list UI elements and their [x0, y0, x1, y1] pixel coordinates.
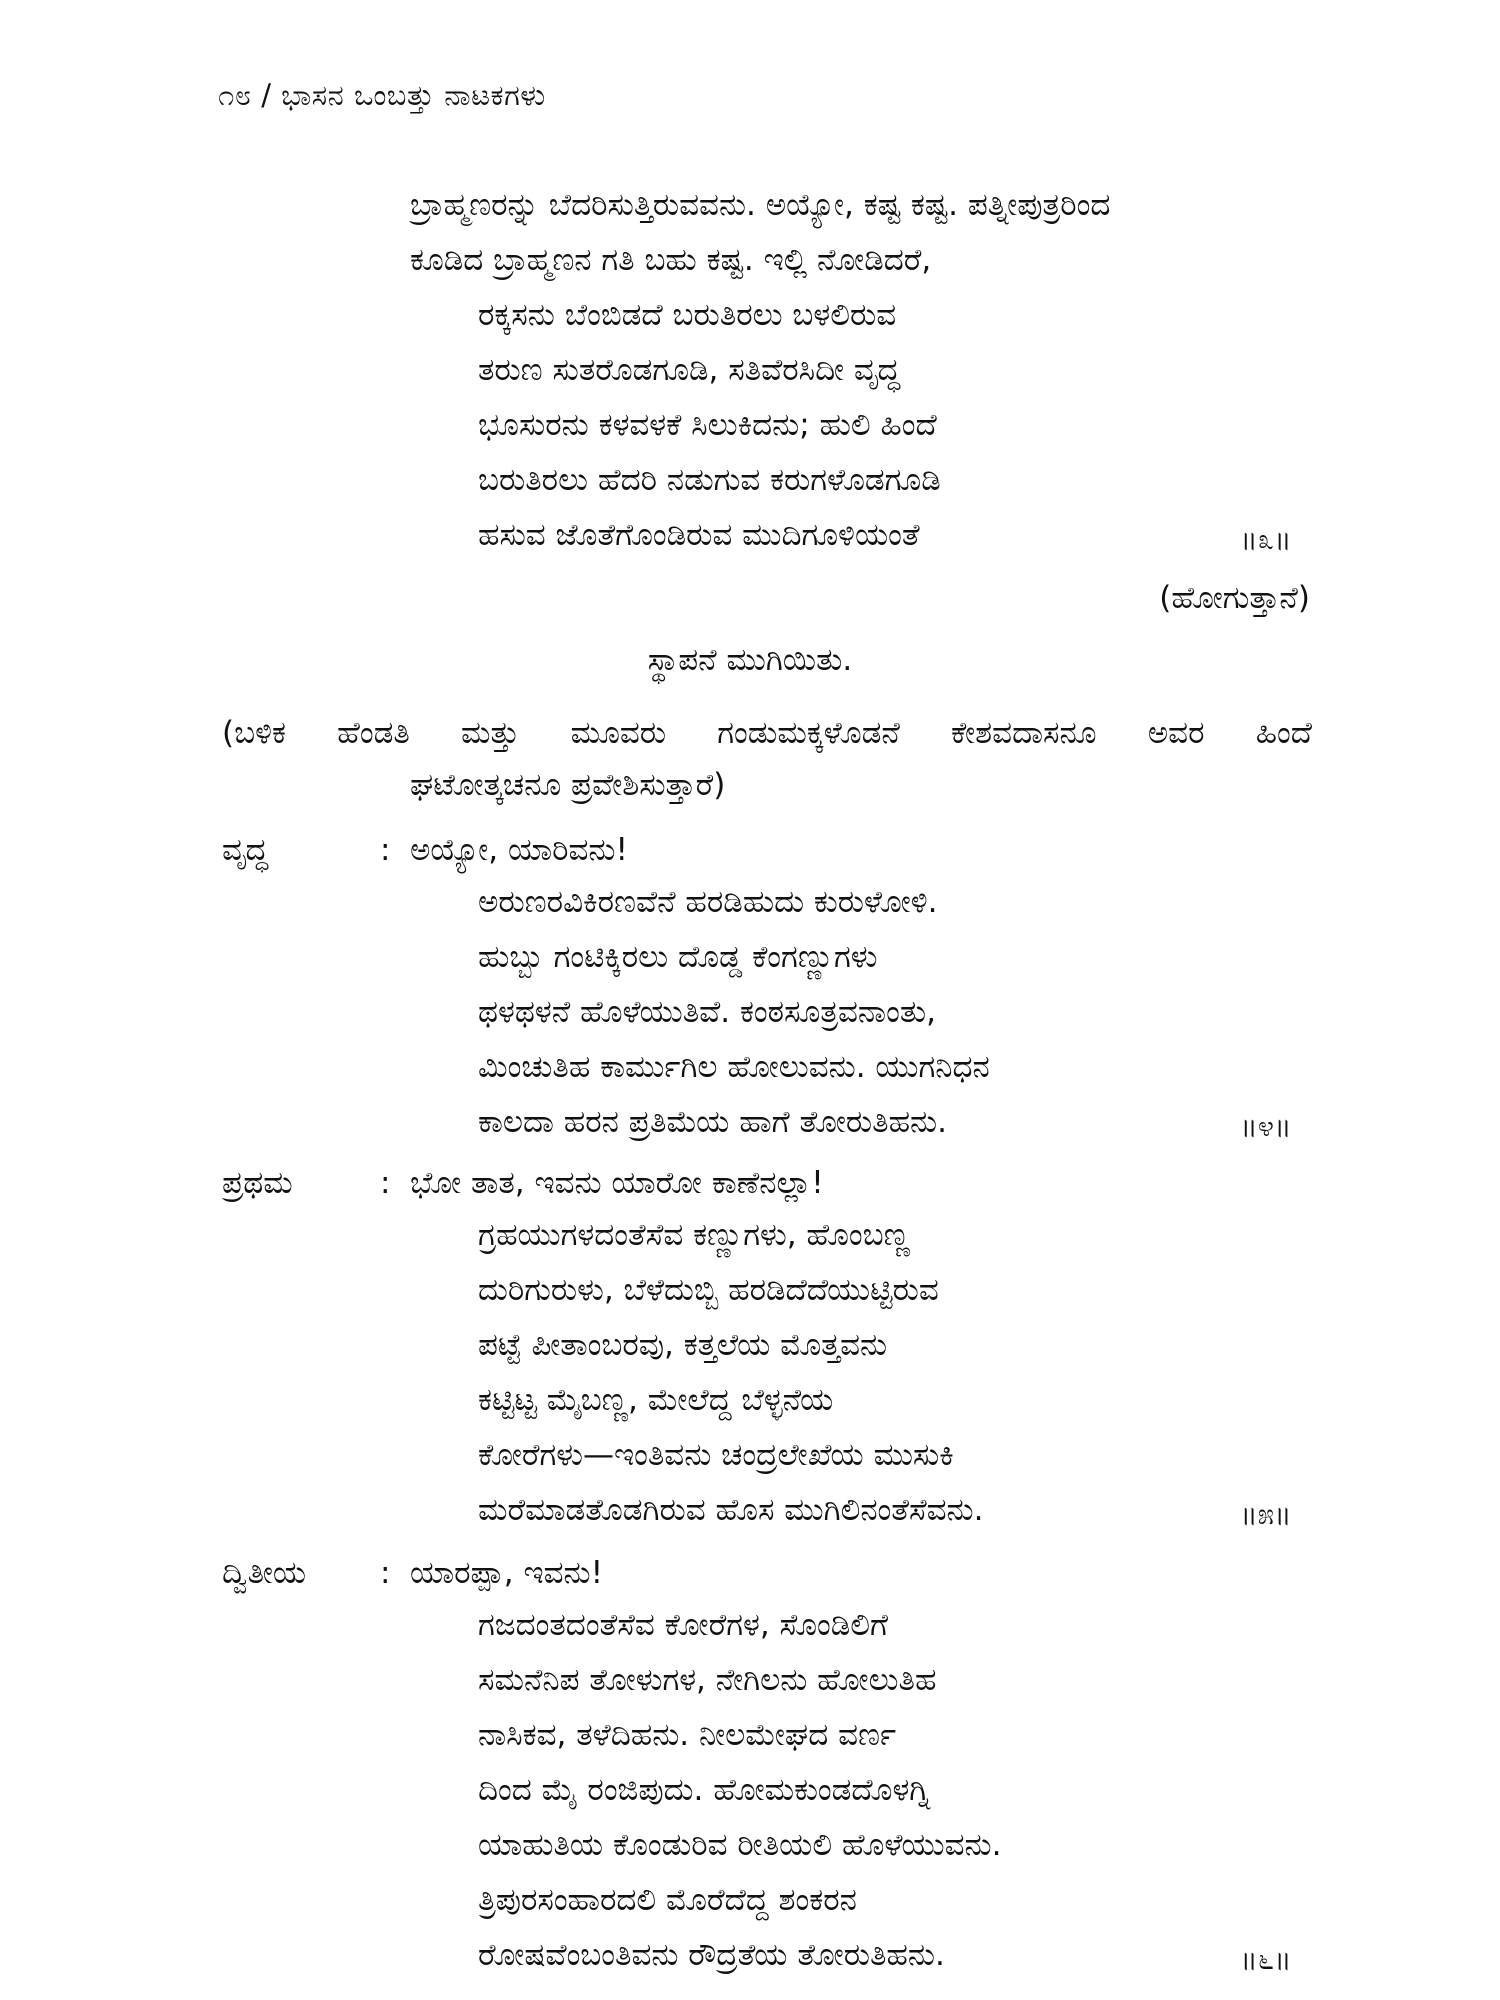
- verse-number: ॥೪॥: [1240, 1109, 1292, 1143]
- verse-line: ಗಜದಂತದಂತೆಸೆವ ಕೋರೆಗಳ, ಸೊಂಡಿಲಿಗೆ: [478, 1607, 889, 1643]
- speaker-name: ದ್ವಿತೀಯ: [222, 1555, 307, 1591]
- verse-line: ಕಟ್ಟಿಟ್ಟ ಮೈಬಣ್ಣ, ಮೇಲೆದ್ದ ಬೆಳ್ಳನೆಯ: [478, 1382, 834, 1418]
- verse-line: ತರುಣ ಸುತರೊಡಗೂಡಿ, ಸತಿವೆರಸಿದೀ ವೃದ್ಧ: [478, 352, 900, 388]
- verse-line: ಮರೆಮಾಡತೊಡಗಿರುವ ಹೊಸ ಮುಗಿಲಿನಂತೆಸೆವನು.: [478, 1492, 984, 1528]
- dialogue-line: ಭೋ ತಾತ, ಇವನು ಯಾರೋ ಕಾಣೆನಲ್ಲಾ!: [410, 1165, 824, 1201]
- stage-exit: (ಹೋಗುತ್ತಾನೆ): [1159, 580, 1310, 616]
- verse-number: ॥೫॥: [1240, 1497, 1292, 1531]
- speaker-colon: :: [380, 832, 391, 868]
- speaker-name: ಪ್ರಥಮ: [222, 1165, 293, 1201]
- verse-line: ಸಮನೆನಿಪ ತೋಳುಗಳ, ನೇಗಿಲನು ಹೋಲುತಿಹ: [478, 1662, 937, 1698]
- verse-line: ರೋಷವೆಂಬಂತಿವನು ರೌದ್ರತೆಯ ತೋರುತಿಹನು.: [478, 1937, 945, 1973]
- verse-number: ॥೬॥: [1240, 1942, 1292, 1976]
- stage-direction-line: (ಬಳಿಕ ಹೆಂಡತಿ ಮತ್ತು ಮೂವರು ಗಂಡುಮಕ್ಕಳೊಡನೆ ಕೇಶವದಾಸನೂ ಅವರ ಹಿಂದೆ: [222, 715, 1312, 751]
- verse-line: ದುರಿಗುರುಳು, ಬೆಳೆದುಬ್ಬಿ ಹರಡಿದೆದೆಯುಟ್ಟಿರುವ: [478, 1272, 939, 1308]
- dialogue-line: ಅಯ್ಯೋ, ಯಾರಿವನು!: [410, 832, 628, 868]
- verse-line: ಥಳಥಳನೆ ಹೊಳೆಯುತಿವೆ. ಕಂಠಸೂತ್ರವನಾಂತು,: [478, 994, 936, 1030]
- verse-line: ಮಿಂಚುತಿಹ ಕಾರ್ಮುಗಿಲ ಹೋಲುವನು. ಯುಗನಿಧನ: [478, 1049, 990, 1085]
- verse-line: ಹಸುವ ಜೊತೆಗೊಂಡಿರುವ ಮುದಿಗೂಳಿಯಂತೆ: [478, 517, 920, 553]
- running-header: ೧೮ / ಭಾಸನ ಒಂಬತ್ತು ನಾಟಕಗಳು: [218, 78, 546, 112]
- speaker-colon: :: [380, 1165, 391, 1201]
- verse-line: ಬರುತಿರಲು ಹೆದರಿ ನಡುಗುವ ಕರುಗಳೊಡಗೂಡಿ: [478, 462, 941, 498]
- prose-line: ಕೂಡಿದ ಬ್ರಾಹ್ಮಣನ ಗತಿ ಬಹು ಕಷ್ಟ. ಇಲ್ಲಿ ನೋಡಿದರೆ,: [410, 242, 932, 278]
- verse-line: ರಕ್ಕಸನು ಬೆಂಬಿಡದೆ ಬರುತಿರಲು ಬಳಲಿರುವ: [478, 297, 897, 333]
- verse-line: ಹುಬ್ಬು ಗಂಟಿಕ್ಕಿರಲು ದೊಡ್ಡ ಕೆಂಗಣ್ಣುಗಳು: [478, 939, 878, 975]
- verse-number: ॥೩॥: [1240, 522, 1292, 556]
- stage-direction-line: ಘಟೋತ್ಕಚನೂ ಪ್ರವೇಶಿಸುತ್ತಾರೆ): [410, 767, 726, 803]
- verse-line: ಗ್ರಹಯುಗಳದಂತೆಸೆವ ಕಣ್ಣುಗಳು, ಹೊಂಬಣ್ಣ: [478, 1217, 911, 1253]
- verse-line: ತ್ರಿಪುರಸಂಹಾರದಲಿ ಮೊರೆದೆದ್ದ ಶಂಕರನ: [478, 1882, 857, 1918]
- speaker-name: ವೃದ್ಧ: [222, 832, 269, 868]
- dialogue-line: ಯಾರಪ್ಪಾ, ಇವನು!: [410, 1555, 604, 1591]
- speaker-colon: :: [380, 1555, 391, 1591]
- verse-line: ಅರುಣರವಿಕಿರಣವೆನೆ ಹರಡಿಹುದು ಕುರುಳೋಳಿ.: [478, 884, 938, 920]
- verse-line: ಪಟ್ಟೆ ಪೀತಾಂಬರವು, ಕತ್ತಲೆಯ ಮೊತ್ತವನು: [478, 1327, 888, 1363]
- verse-line: ಕಾಲದಾ ಹರನ ಪ್ರತಿಮೆಯ ಹಾಗೆ ತೋರುತಿಹನು.: [478, 1104, 948, 1140]
- prose-line: ಬ್ರಾಹ್ಮಣರನ್ನು ಬೆದರಿಸುತ್ತಿರುವವನು. ಅಯ್ಯೋ, ಕಷ್ಟ ಕಷ್ಟ. ಪತ್ನೀಪುತ್ರರಿಂದ: [410, 187, 1111, 223]
- verse-line: ಯಾಹುತಿಯ ಕೊಂಡುರಿವ ರೀತಿಯಲಿ ಹೊಳೆಯುವನು.: [478, 1827, 1002, 1863]
- verse-line: ನಾಸಿಕವ, ತಳೆದಿಹನು. ನೀಲಮೇಘದ ವರ್ಣ: [478, 1717, 897, 1753]
- verse-line: ಭೂಸುರನು ಕಳವಳಕೆ ಸಿಲುಕಿದನು; ಹುಲಿ ಹಿಂದೆ: [478, 407, 937, 443]
- verse-line: ದಿಂದ ಮೈ ರಂಜಿಪುದು. ಹೋಮಕುಂಡದೊಳಗ್ನಿ: [478, 1772, 931, 1808]
- scene-end: ಸ್ಥಾಪನೆ ಮುಗಿಯಿತು.: [647, 642, 853, 678]
- verse-line: ಕೋರೆಗಳು—ಇಂತಿವನು ಚಂದ್ರಲೇಖೆಯ ಮುಸುಕಿ: [478, 1437, 954, 1473]
